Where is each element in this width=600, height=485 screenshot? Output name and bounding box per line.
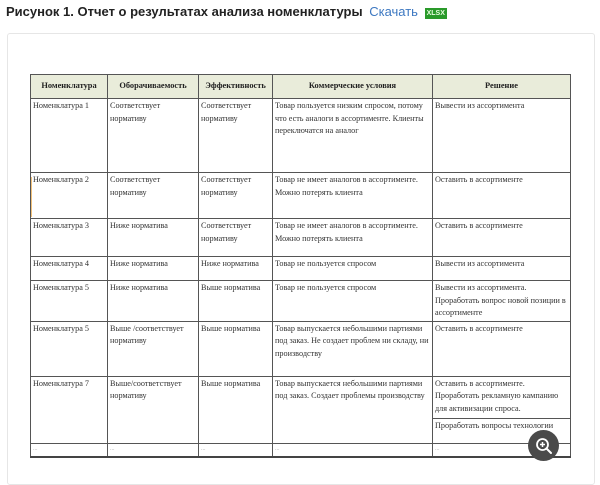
header-efficiency: Эффективность bbox=[199, 75, 273, 99]
header-nomenclature: Номенклатура bbox=[31, 75, 108, 99]
caption-title: Рисунок 1. Отчет о результатах анализа номенклатуры bbox=[6, 4, 363, 19]
cell-turnover: Соответствует нормативу bbox=[108, 99, 199, 173]
cell-efficiency: Ниже норматива bbox=[199, 257, 273, 281]
cell-nomenclature: Номенклатура 5 bbox=[31, 321, 108, 376]
cell-ellipsis: ... bbox=[31, 443, 108, 457]
table-header-row bbox=[31, 75, 571, 99]
cell-commercial-terms: Товар не имеет аналогов в ассортименте. Можно потерять клиента bbox=[273, 219, 433, 257]
header-decision: Решение bbox=[433, 75, 571, 99]
cell-ellipsis: ... bbox=[433, 443, 571, 457]
cell-nomenclature: Номенклатура 4 bbox=[31, 257, 108, 281]
xlsx-badge-icon[interactable]: XLSX bbox=[426, 10, 445, 17]
cell-decision: Вывести из ассортимента. Проработать вопрос новой позиции в ассортименте bbox=[433, 281, 571, 322]
cell-ellipsis: ... bbox=[108, 443, 199, 457]
cell-commercial-terms: Товар пользуется низким спросом, потому что есть аналоги в ассортименте. Клиенты переключатся на аналог bbox=[273, 99, 433, 173]
cell-turnover: Выше /соответствует нормативу bbox=[108, 321, 199, 376]
cell-efficiency: Соответствует нормативу bbox=[199, 173, 273, 219]
cell-decision: Оставить в ассортименте bbox=[433, 219, 571, 257]
cell-turnover: Соответствует нормативу bbox=[108, 173, 199, 219]
cell-decision: Оставить в ассортименте bbox=[433, 321, 571, 376]
cell-commercial-terms: Товар не имеет аналогов в ассортименте. Можно потерять клиента bbox=[273, 173, 433, 219]
cell-commercial-terms: Товар выпускается небольшими партиями под заказ. Создает проблемы производству bbox=[273, 376, 433, 443]
cell-efficiency: Выше норматива bbox=[199, 281, 273, 322]
cell-efficiency: Соответствует нормативу bbox=[199, 219, 273, 257]
header-commercial-terms: Коммерческие условия bbox=[273, 75, 433, 99]
cell-commercial-terms: Товар не пользуется спросом bbox=[273, 281, 433, 322]
cell-efficiency: Выше норматива bbox=[199, 321, 273, 376]
cell-commercial-terms: Товар не пользуется спросом bbox=[273, 257, 433, 281]
table-row bbox=[31, 281, 571, 322]
table-row bbox=[31, 321, 571, 376]
cell-nomenclature: Номенклатура 7 bbox=[31, 376, 108, 443]
table-row bbox=[31, 257, 571, 281]
table-row bbox=[31, 219, 571, 257]
cell-nomenclature: Номенклатура 2 bbox=[31, 173, 108, 219]
zoom-in-icon bbox=[535, 437, 553, 455]
cell-nomenclature: Номенклатура 3 bbox=[31, 219, 108, 257]
cell-nomenclature: Номенклатура 1 bbox=[31, 99, 108, 173]
table-row bbox=[31, 99, 571, 173]
cell-turnover: Выше/соответствует нормативу bbox=[108, 376, 199, 443]
cell-decision: Вывести из ассортимента bbox=[433, 257, 571, 281]
cell-efficiency: Выше норматива bbox=[199, 376, 273, 443]
download-link[interactable]: Скачать bbox=[369, 4, 418, 19]
cell-commercial-terms: Товар выпускается небольшими партиями под заказ. Не создает проблем ни складу, ни производству bbox=[273, 321, 433, 376]
cell-turnover: Ниже норматива bbox=[108, 281, 199, 322]
cell-efficiency: Соответствует нормативу bbox=[199, 99, 273, 173]
cell-ellipsis: ... bbox=[199, 443, 273, 457]
cell-turnover: Ниже норматива bbox=[108, 257, 199, 281]
cell-decision: Оставить в ассортименте bbox=[433, 173, 571, 219]
zoom-in-button[interactable] bbox=[528, 430, 559, 461]
cell-ellipsis: ... bbox=[273, 443, 433, 457]
table-row bbox=[31, 173, 571, 219]
figure-caption bbox=[6, 4, 447, 19]
nomenclature-table bbox=[30, 74, 571, 458]
cell-turnover: Ниже норматива bbox=[108, 219, 199, 257]
cell-decision: Вывести из ассортимента bbox=[433, 99, 571, 173]
cell-decision-extra: Проработать вопросы технологии bbox=[433, 418, 571, 443]
cell-nomenclature: Номенклатура 5 bbox=[31, 281, 108, 322]
header-turnover: Оборачиваемость bbox=[108, 75, 199, 99]
table-row-ellipsis bbox=[31, 443, 571, 457]
table-row bbox=[31, 376, 571, 418]
cell-decision: Оставить в ассортименте. Проработать рекламную кампанию для активизации спроса. bbox=[433, 376, 571, 418]
